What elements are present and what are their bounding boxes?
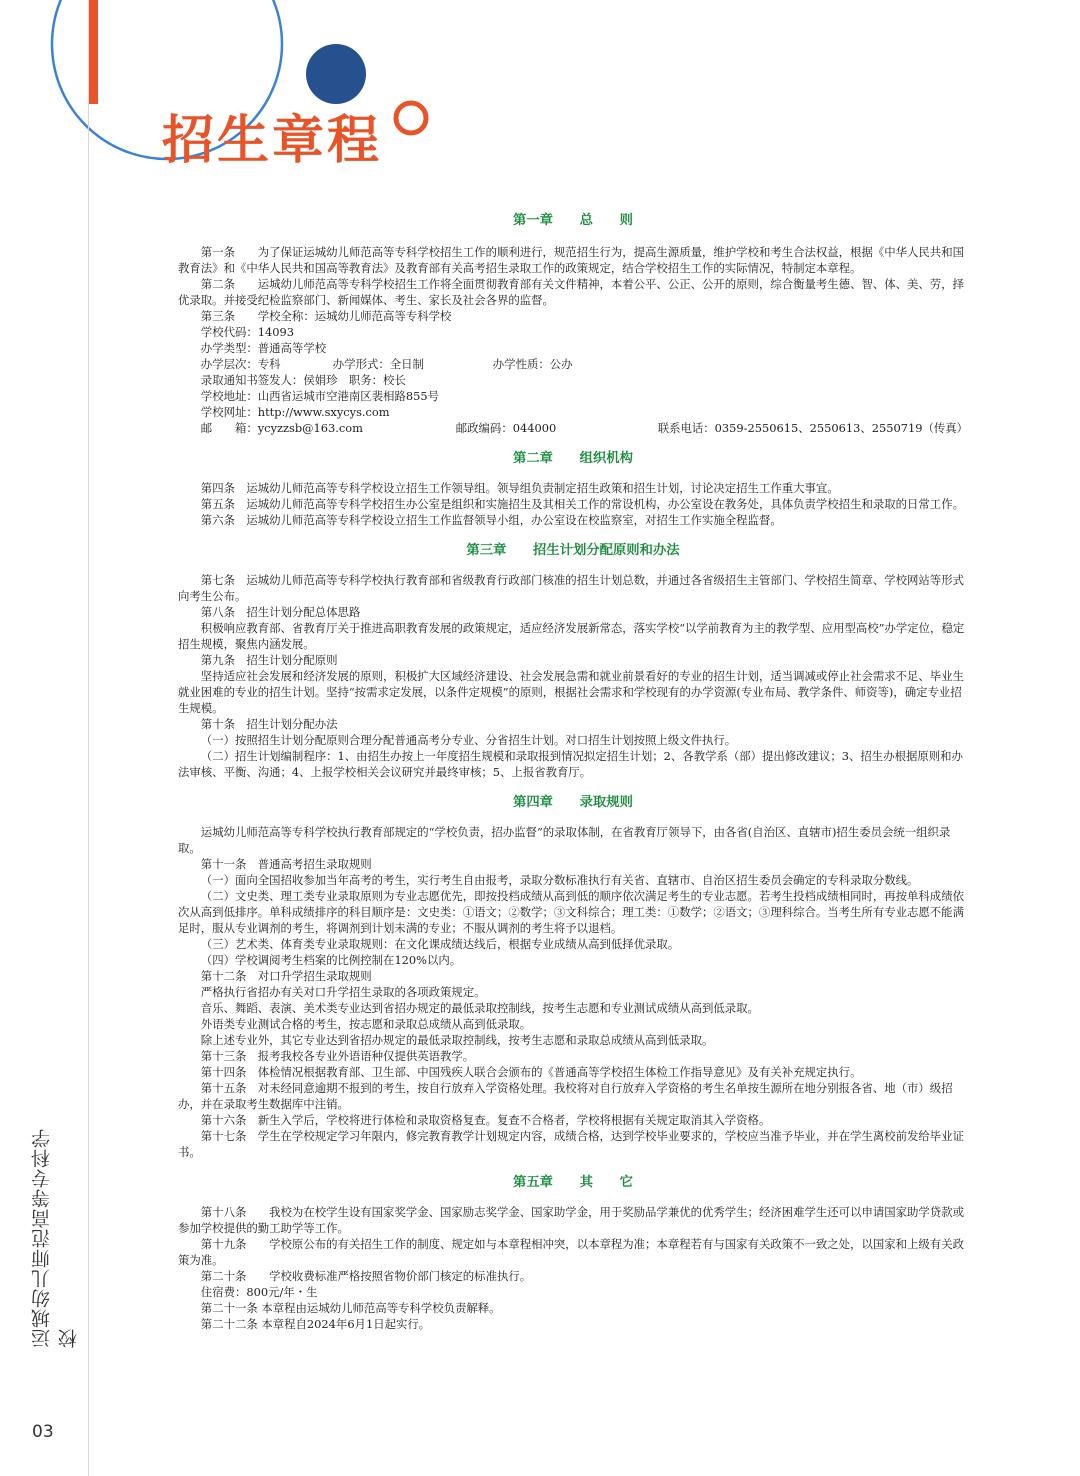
school-type: 办学类型：普通高等学校 xyxy=(200,341,327,355)
article-7: 第七条 运城幼儿师范高等专科学校执行教育部和省级教育行政部门核准的招生计划总数，并通过各省级招生主管部门、学校招生简章、学校网站等形式向考生公布。 xyxy=(178,573,964,603)
article-8-text: 积极响应教育部、省教育厅关于推进高职教育发展的政策规定，适应经济发展新常态，落实学校“以学前教育为主的教学型、应用型高校”办学定位，稳定招生规模，聚焦内涵发展。 xyxy=(178,621,965,651)
article-3: 第三条 学校全称：运城幼儿师范高等专科学校 xyxy=(200,309,452,323)
article-12-text-3: 外语类专业测试合格的考生，按志愿和录取总成绩从高到低录取。 xyxy=(200,1017,532,1031)
school-address: 学校地址：山西省运城市空港南区裴相路855号 xyxy=(200,389,439,403)
school-postcode: 邮政编码：044000 xyxy=(455,421,557,435)
article-9: 第九条 招生计划分配原则 xyxy=(200,653,338,667)
page-title: 招生章程 xyxy=(162,111,383,171)
accommodation-fee: 住宿费：800元/年・生 xyxy=(200,1285,318,1299)
article-11-item-3: （三）艺术类、体育类专业录取规则：在文化课成绩达线后，根据专业成绩从高到低择优录取。 xyxy=(200,937,680,951)
school-name-vertical: 运城幼儿师范高等专科学校 xyxy=(31,1128,80,1348)
article-17: 第十七条 学生在学校规定学习年限内，修完教育教学计划规定内容，成绩合格，达到学校毕业要求的，学校应当准予毕业，并在学生离校前发给毕业证书。 xyxy=(178,1129,964,1159)
article-18: 第十八条 我校为在校学生设有国家奖学金、国家励志奖学金、国家助学金，用于奖励品学兼优的优秀学生；经济困难学生还可以申请国家助学贷款或参加学校提供的勤工助学等工作。 xyxy=(178,1205,964,1235)
article-4: 第四条 运城幼儿师范高等专科学校设立招生工作领导组。领导组负责制定招生政策和招生计划，讨论决定招生工作重大事宜。 xyxy=(200,481,839,495)
contact-row xyxy=(178,420,968,436)
school-phone: 联系电话：0359-2550615、2550613、2550719（传真） xyxy=(657,421,969,435)
article-11-item-1: （一）面向全国招收参加当年高考的考生，实行考生自由报考，录取分数标准执行有关省、直辖市、自治区招生委员会确定的专科录取分数线。 xyxy=(200,873,919,887)
article-1: 第一条 为了保证运城幼儿师范高等专科学校招生工作的顺利进行，规范招生行为，提高生源质量，维护学校和考生合法权益，根据《中华人民共和国教育法》和《中华人民共和国高等教育法》及教育部有关高考招生录取工作的政策规定，结合学校招生工作的实际情况，特制定本章程。 xyxy=(178,245,964,275)
article-5: 第五条 运城幼儿师范高等专科学校招生办公室是组织和实施招生及其相关工作的常设机构，办公室设在教务处，具体负责学校招生和录取的日常工作。 xyxy=(200,497,964,511)
chapter-4-intro: 运城幼儿师范高等专科学校执行教育部规定的“学校负责，招办监督”的录取体制，在省教育厅领导下，由各省(自治区、直辖市)招生委员会统一组织录取。 xyxy=(178,825,951,855)
article-12-text-2: 音乐、舞蹈、表演、美术类专业达到省招办规定的最低录取控制线，按考生志愿和专业测试成绩从高到低录取。 xyxy=(200,1001,759,1015)
article-20: 第二十条 学校收费标准严格按照省物价部门核定的标准执行。 xyxy=(200,1269,532,1283)
chapter-3-title: 第三章 招生计划分配原则和办法 xyxy=(466,542,680,558)
chapter-4-title: 第四章 录取规则 xyxy=(513,794,633,810)
navy-dot xyxy=(306,44,366,104)
article-11: 第十一条 普通高考招生录取规则 xyxy=(200,857,372,871)
article-11-item-4: （四）学校调阅考生档案的比例控制在120%以内。 xyxy=(200,953,462,967)
chapter-5-title: 第五章 其 它 xyxy=(513,1174,633,1190)
article-2: 第二条 运城幼儿师范高等专科学校招生工作将全面贯彻教育部有关文件精神，本着公平、公正、公开的原则，综合衡量考生德、智、体、美、劳，择优录取。并接受纪检监察部门、新闻媒体、考生、家长及社会各界的监督。 xyxy=(178,277,964,307)
notice-signer: 录取通知书签发人：侯娟珍 职务：校长 xyxy=(200,373,406,387)
school-email: 邮 箱：ycyzzsb@163.com xyxy=(200,421,363,435)
article-10-item-1: （一）按照招生计划分配原则合理分配普通高考分专业、分省招生计划。对口招生计划按照上级文件执行。 xyxy=(200,733,737,747)
school-form: 办学形式：全日制 xyxy=(332,357,424,371)
article-12-text-4: 除上述专业外，其它专业达到省招办规定的最低录取控制线，按考生志愿和录取总成绩从高到低录取。 xyxy=(200,1033,714,1047)
page-number: 03 xyxy=(32,1422,54,1442)
article-10: 第十条 招生计划分配办法 xyxy=(200,717,338,731)
charter-body xyxy=(178,212,968,1332)
article-11-item-2: （二）文史类、理工类专业录取原则为专业志愿优先，即按投档成绩从高到低的顺序依次满足考生的专业志愿。若考生投档成绩相同时，再按单科成绩依次从高到低排序。单科成绩排序的科目顺序是：文史类：①语文；②数学；③文科综合；理工类：①数学；②语文；③理科综合。当考生所有专业志愿不能满足时，服从专业调剂的考生，将调剂到计划未满的专业；不服从调剂的考生将予以退档。 xyxy=(178,889,964,935)
article-8: 第八条 招生计划分配总体思路 xyxy=(200,605,361,619)
orange-ring xyxy=(396,103,426,133)
article-16: 第十六条 新生入学后，学校将进行体检和录取资格复查。复查不合格者，学校将根据有关规定取消其入学资格。 xyxy=(200,1113,771,1127)
article-12-text-1: 严格执行省招办有关对口升学招生录取的各项政策规定。 xyxy=(200,985,486,999)
chapter-2-title: 第二章 组织机构 xyxy=(513,450,633,466)
school-code: 学校代码：14093 xyxy=(200,325,294,339)
article-22: 第二十二条 本章程自2024年6月1日起实行。 xyxy=(200,1317,431,1331)
article-10-item-2: （二）招生计划编制程序：1、由招生办按上一年度招生规模和录取报到情况拟定招生计划；2、各教学系（部）提出修改建议；3、招生办根据原则和办法审核、平衡、沟通；4、上报学校相关会议研究并最终审核；5、上报省教育厅。 xyxy=(178,749,963,779)
article-14: 第十四条 体检情况根据教育部、卫生部、中国残疾人联合会颁布的《普通高等学校招生体检工作指导意见》及有关补充规定执行。 xyxy=(200,1065,862,1079)
orange-bar xyxy=(88,0,98,104)
school-nature: 办学性质：公办 xyxy=(492,357,573,371)
article-15: 第十五条 对未经同意逾期不报到的考生，按自行放弃入学资格处理。我校将对自行放弃入学资格的考生名单按生源所在地分别报各省、地（市）级招办，并在录取考生数据库中注销。 xyxy=(178,1081,953,1111)
side-divider xyxy=(88,0,89,1476)
chapter-1-title: 第一章 总 则 xyxy=(513,212,633,228)
school-level: 办学层次：专科 xyxy=(200,357,281,371)
school-website: 学校网址：http://www.sxycys.com xyxy=(200,405,390,419)
article-12: 第十二条 对口升学招生录取规则 xyxy=(200,969,372,983)
article-13: 第十三条 报考我校各专业外语语种仅提供英语教学。 xyxy=(200,1049,475,1063)
article-21: 第二十一条 本章程由运城幼儿师范高等专科学校负责解释。 xyxy=(200,1301,501,1315)
article-19: 第十九条 学校原公布的有关招生工作的制度、规定如与本章程相冲突，以本章程为准；本章程若有与国家有关政策不一致之处，以国家和上级有关政策为准。 xyxy=(178,1237,964,1267)
article-9-text: 坚持适应社会发展和经济发展的原则，积极扩大区域经济建设、社会发展急需和就业前景看好的专业的招生计划，适当调减或停止社会需求不足、毕业生就业困难的专业的招生计划。坚持“按需求定发展，以条件定规模”的原则，根据社会需求和学校现有的办学资源(专业布局、教学条件、师资等)，确定专业招生规模。 xyxy=(178,669,964,715)
school-level-row xyxy=(178,356,968,372)
article-6: 第六条 运城幼儿师范高等专科学校设立招生工作监督领导小组，办公室设在校监察室，对招生工作实施全程监督。 xyxy=(200,513,782,527)
